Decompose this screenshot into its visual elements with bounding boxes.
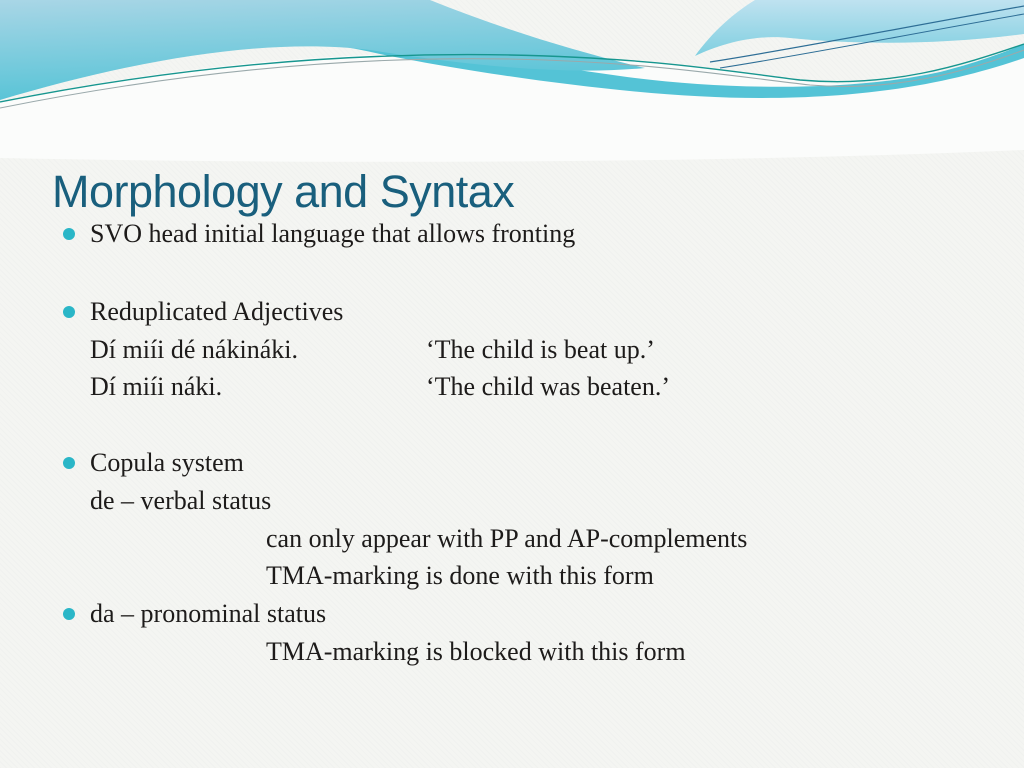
note-text: TMA-marking is done with this form bbox=[266, 561, 654, 590]
bullet-item-svo bbox=[56, 215, 1010, 253]
bullet-dot-icon bbox=[63, 306, 75, 318]
example-source: Dí miíi náki. bbox=[90, 372, 223, 401]
da-note bbox=[56, 633, 1024, 671]
bullet-label: SVO head initial language that allows fronting bbox=[90, 219, 576, 248]
note-text: TMA-marking is blocked with this form bbox=[266, 637, 686, 666]
example-row bbox=[56, 368, 1010, 406]
wave-header-decoration bbox=[0, 0, 1024, 170]
bullet-dot-icon bbox=[63, 228, 75, 240]
bullet-item-da-pronominal bbox=[56, 595, 1010, 633]
copula-sub-line bbox=[56, 482, 1010, 520]
page-title: Morphology and Syntax bbox=[52, 166, 515, 218]
bullet-label: da – pronominal status bbox=[90, 599, 327, 628]
bullet-label: Copula system bbox=[90, 448, 244, 477]
example-translation: ‘The child is beat up.’ bbox=[426, 335, 655, 364]
example-source: Dí miíi dé nákináki. bbox=[90, 335, 298, 364]
example-row bbox=[56, 331, 1010, 369]
note-text: can only appear with PP and AP-complements bbox=[266, 524, 748, 553]
copula-sub-label: de – verbal status bbox=[90, 486, 272, 515]
bullet-label: Reduplicated Adjectives bbox=[90, 297, 344, 326]
bullet-dot-icon bbox=[63, 457, 75, 469]
copula-note bbox=[56, 557, 1024, 595]
example-translation: ‘The child was beaten.’ bbox=[426, 372, 671, 401]
bullet-item-copula-system bbox=[56, 444, 1010, 482]
bullet-item-reduplicated-adjectives bbox=[56, 293, 1010, 331]
bullet-dot-icon bbox=[63, 608, 75, 620]
copula-note bbox=[56, 520, 1024, 558]
